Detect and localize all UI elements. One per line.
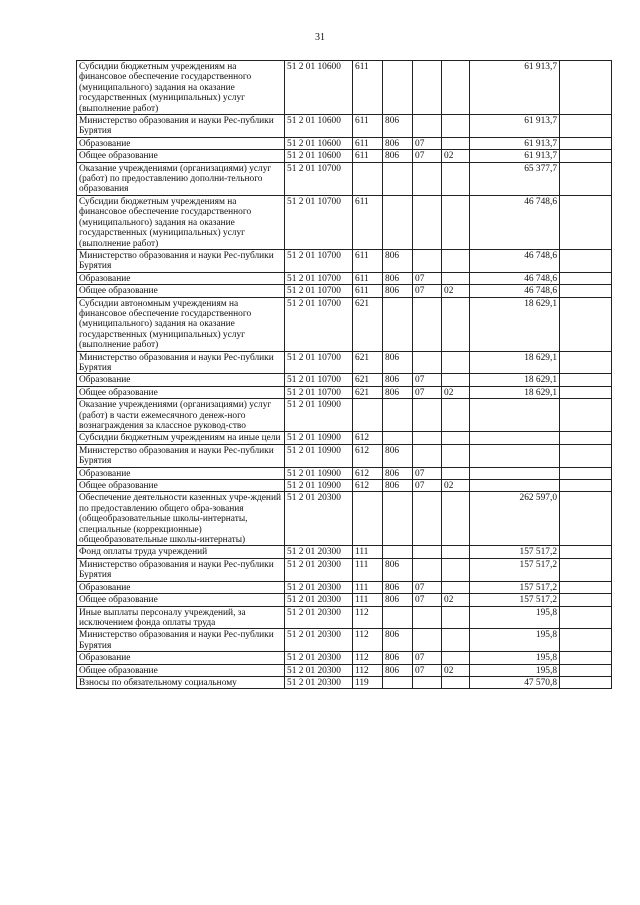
table-row [77,444,612,467]
table-row [77,61,612,115]
item-name-cell: Обеспечение деятельности казенных учре-ждений по предоставлению общего обра-зования (общеобразовательные школы-интернаты, специальные (коррекционные) общеобразовательные школы-интернаты) [77,492,285,546]
subsection-cell [442,444,470,467]
table-row [77,115,612,138]
empty-cell [560,664,612,676]
amount-cell: 46 748,6 [470,195,560,249]
item-name-cell: Иные выплаты персоналу учреждений, за исключением фонда оплаты труда [77,606,285,629]
expense-type-cell: 111 [353,581,383,593]
ministry-code-cell: 806 [383,386,413,398]
empty-cell [560,399,612,432]
target-code-cell: 51 2 01 10700 [285,285,353,297]
amount-cell: 18 629,1 [470,351,560,374]
item-name-cell: Образование [77,581,285,593]
budget-table [76,60,612,689]
expense-type-cell: 111 [353,594,383,606]
subsection-cell [442,652,470,664]
expense-type-cell: 611 [353,272,383,284]
section-cell: 07 [413,652,442,664]
expense-type-cell: 611 [353,115,383,138]
subsection-cell [442,249,470,272]
table-row [77,480,612,492]
item-name-cell: Общее образование [77,480,285,492]
amount-cell: 262 597,0 [470,492,560,546]
table-row [77,195,612,249]
target-code-cell: 51 2 01 20300 [285,664,353,676]
ministry-code-cell [383,399,413,432]
expense-type-cell: 611 [353,285,383,297]
ministry-code-cell: 806 [383,272,413,284]
expense-type-cell: 611 [353,150,383,162]
table-row [77,272,612,284]
section-cell: 07 [413,374,442,386]
ministry-code-cell: 806 [383,629,413,652]
ministry-code-cell: 806 [383,150,413,162]
ministry-code-cell: 806 [383,285,413,297]
item-name-cell: Субсидии бюджетным учреждениям на финансовое обеспечение государственного (муниципального) задания на оказание государственных (муниципальных) услуг (выполнение работ) [77,61,285,115]
ministry-code-cell: 806 [383,594,413,606]
target-code-cell: 51 2 01 20300 [285,581,353,593]
section-cell [413,606,442,629]
subsection-cell: 02 [442,594,470,606]
expense-type-cell: 621 [353,374,383,386]
target-code-cell: 51 2 01 10700 [285,249,353,272]
subsection-cell [442,374,470,386]
table-row [77,297,612,351]
item-name-cell: Министерство образования и науки Рес-публики Бурятия [77,444,285,467]
amount-cell: 47 570,8 [470,676,560,688]
item-name-cell: Оказание учреждениями (организациями) услуг (работ) в части ежемесячного денеж-ного вознаграждения за классное руковод-ство [77,399,285,432]
empty-cell [560,150,612,162]
item-name-cell: Общее образование [77,594,285,606]
expense-type-cell: 611 [353,61,383,115]
empty-cell [560,444,612,467]
expense-type-cell [353,492,383,546]
table-row [77,467,612,479]
empty-cell [560,285,612,297]
ministry-code-cell: 806 [383,652,413,664]
subsection-cell: 02 [442,480,470,492]
empty-cell [560,249,612,272]
ministry-code-cell: 806 [383,467,413,479]
expense-type-cell: 621 [353,297,383,351]
subsection-cell [442,399,470,432]
expense-type-cell [353,399,383,432]
subsection-cell [442,162,470,195]
subsection-cell [442,137,470,149]
empty-cell [560,195,612,249]
item-name-cell: Взносы по обязательному социальному [77,676,285,688]
ministry-code-cell: 806 [383,115,413,138]
item-name-cell: Министерство образования и науки Рес-публики Бурятия [77,249,285,272]
empty-cell [560,480,612,492]
item-name-cell: Общее образование [77,386,285,398]
expense-type-cell: 111 [353,546,383,558]
ministry-code-cell: 806 [383,137,413,149]
target-code-cell: 51 2 01 10700 [285,272,353,284]
amount-cell [470,399,560,432]
item-name-cell: Образование [77,374,285,386]
ministry-code-cell [383,297,413,351]
ministry-code-cell [383,162,413,195]
page-number: 31 [315,32,325,43]
section-cell [413,432,442,444]
amount-cell [470,480,560,492]
empty-cell [560,467,612,479]
expense-type-cell: 112 [353,606,383,629]
empty-cell [560,272,612,284]
table-row [77,137,612,149]
amount-cell: 195,8 [470,652,560,664]
empty-cell [560,162,612,195]
table-row [77,432,612,444]
subsection-cell [442,606,470,629]
target-code-cell: 51 2 01 10900 [285,444,353,467]
subsection-cell [442,61,470,115]
target-code-cell: 51 2 01 20300 [285,676,353,688]
amount-cell: 195,8 [470,606,560,629]
target-code-cell: 51 2 01 10700 [285,374,353,386]
empty-cell [560,351,612,374]
target-code-cell: 51 2 01 20300 [285,492,353,546]
section-cell [413,61,442,115]
subsection-cell [442,272,470,284]
target-code-cell: 51 2 01 10700 [285,195,353,249]
table-row [77,546,612,558]
ministry-code-cell [383,676,413,688]
amount-cell: 61 913,7 [470,61,560,115]
empty-cell [560,374,612,386]
item-name-cell: Министерство образования и науки Рес-публики Бурятия [77,115,285,138]
amount-cell: 18 629,1 [470,374,560,386]
expense-type-cell: 611 [353,195,383,249]
item-name-cell: Субсидии бюджетным учреждениям на иные цели [77,432,285,444]
target-code-cell: 51 2 01 10600 [285,150,353,162]
amount-cell: 61 913,7 [470,150,560,162]
ministry-code-cell [383,195,413,249]
empty-cell [560,558,612,581]
section-cell: 07 [413,480,442,492]
budget-table-body [77,61,612,689]
subsection-cell [442,467,470,479]
section-cell [413,297,442,351]
subsection-cell [442,432,470,444]
amount-cell: 157 517,2 [470,581,560,593]
table-row [77,629,612,652]
section-cell [413,351,442,374]
subsection-cell: 02 [442,285,470,297]
section-cell: 07 [413,581,442,593]
item-name-cell: Министерство образования и науки Рес-публики Бурятия [77,351,285,374]
target-code-cell: 51 2 01 10900 [285,480,353,492]
ministry-code-cell: 806 [383,249,413,272]
subsection-cell [442,115,470,138]
empty-cell [560,676,612,688]
amount-cell: 46 748,6 [470,249,560,272]
empty-cell [560,652,612,664]
target-code-cell: 51 2 01 20300 [285,606,353,629]
table-row [77,374,612,386]
table-row [77,386,612,398]
section-cell [413,444,442,467]
section-cell: 07 [413,664,442,676]
item-name-cell: Образование [77,467,285,479]
item-name-cell: Министерство образования и науки Рес-публики Бурятия [77,629,285,652]
amount-cell: 157 517,2 [470,558,560,581]
target-code-cell: 51 2 01 10700 [285,162,353,195]
ministry-code-cell [383,492,413,546]
section-cell [413,629,442,652]
table-row [77,652,612,664]
target-code-cell: 51 2 01 10900 [285,467,353,479]
target-code-cell: 51 2 01 10600 [285,137,353,149]
subsection-cell [442,558,470,581]
item-name-cell: Образование [77,272,285,284]
section-cell [413,195,442,249]
table-row [77,492,612,546]
expense-type-cell: 112 [353,629,383,652]
ministry-code-cell: 806 [383,664,413,676]
amount-cell: 157 517,2 [470,594,560,606]
target-code-cell: 51 2 01 10600 [285,115,353,138]
amount-cell: 195,8 [470,664,560,676]
expense-type-cell: 612 [353,432,383,444]
section-cell: 07 [413,150,442,162]
subsection-cell [442,629,470,652]
subsection-cell [442,195,470,249]
section-cell [413,676,442,688]
section-cell [413,115,442,138]
item-name-cell: Субсидии бюджетным учреждениям на финансовое обеспечение государственного (муниципального) задания на оказание государственных (муниципальных) услуг (выполнение работ) [77,195,285,249]
amount-cell: 65 377,7 [470,162,560,195]
amount-cell: 195,8 [470,629,560,652]
target-code-cell: 51 2 01 10700 [285,386,353,398]
expense-type-cell: 612 [353,444,383,467]
amount-cell [470,467,560,479]
subsection-cell [442,546,470,558]
expense-type-cell: 621 [353,386,383,398]
ministry-code-cell: 806 [383,480,413,492]
ministry-code-cell: 806 [383,351,413,374]
table-row [77,676,612,688]
item-name-cell: Министерство образования и науки Рес-публики Бурятия [77,558,285,581]
expense-type-cell: 612 [353,480,383,492]
expense-type-cell: 611 [353,137,383,149]
subsection-cell [442,676,470,688]
section-cell: 07 [413,594,442,606]
item-name-cell: Фонд оплаты труда учреждений [77,546,285,558]
amount-cell: 18 629,1 [470,297,560,351]
empty-cell [560,137,612,149]
ministry-code-cell [383,546,413,558]
table-row [77,351,612,374]
empty-cell [560,629,612,652]
table-row [77,249,612,272]
section-cell [413,162,442,195]
expense-type-cell [353,162,383,195]
empty-cell [560,492,612,546]
target-code-cell: 51 2 01 10900 [285,399,353,432]
table-row [77,285,612,297]
item-name-cell: Субсидии автономным учреждениям на финансовое обеспечение государственного (муниципального) задания на оказание государственных (муниципальных) услуг (выполнение работ) [77,297,285,351]
amount-cell [470,432,560,444]
section-cell: 07 [413,137,442,149]
empty-cell [560,581,612,593]
amount-cell: 18 629,1 [470,386,560,398]
section-cell [413,249,442,272]
item-name-cell: Общее образование [77,150,285,162]
amount-cell [470,444,560,467]
expense-type-cell: 612 [353,467,383,479]
table-row [77,162,612,195]
amount-cell: 46 748,6 [470,285,560,297]
subsection-cell [442,351,470,374]
empty-cell [560,386,612,398]
subsection-cell [442,492,470,546]
section-cell [413,558,442,581]
empty-cell [560,432,612,444]
item-name-cell: Образование [77,137,285,149]
empty-cell [560,546,612,558]
amount-cell: 46 748,6 [470,272,560,284]
expense-type-cell: 112 [353,664,383,676]
item-name-cell: Общее образование [77,285,285,297]
section-cell: 07 [413,467,442,479]
section-cell: 07 [413,386,442,398]
target-code-cell: 51 2 01 10700 [285,297,353,351]
expense-type-cell: 621 [353,351,383,374]
ministry-code-cell [383,432,413,444]
empty-cell [560,115,612,138]
expense-type-cell: 611 [353,249,383,272]
ministry-code-cell: 806 [383,581,413,593]
subsection-cell [442,297,470,351]
ministry-code-cell [383,61,413,115]
target-code-cell: 51 2 01 20300 [285,652,353,664]
item-name-cell: Образование [77,652,285,664]
table-row [77,594,612,606]
target-code-cell: 51 2 01 10600 [285,61,353,115]
section-cell [413,546,442,558]
table-row [77,581,612,593]
subsection-cell: 02 [442,664,470,676]
expense-type-cell: 112 [353,652,383,664]
section-cell: 07 [413,285,442,297]
ministry-code-cell: 806 [383,374,413,386]
expense-type-cell: 111 [353,558,383,581]
item-name-cell: Оказание учреждениями (организациями) услуг (работ) по предоставлению дополни-тельного образования [77,162,285,195]
target-code-cell: 51 2 01 10900 [285,432,353,444]
table-row [77,664,612,676]
target-code-cell: 51 2 01 20300 [285,629,353,652]
subsection-cell [442,581,470,593]
empty-cell [560,594,612,606]
section-cell [413,492,442,546]
section-cell: 07 [413,272,442,284]
target-code-cell: 51 2 01 10700 [285,351,353,374]
table-row [77,150,612,162]
item-name-cell: Общее образование [77,664,285,676]
section-cell [413,399,442,432]
empty-cell [560,297,612,351]
ministry-code-cell: 806 [383,558,413,581]
expense-type-cell: 119 [353,676,383,688]
table-row [77,606,612,629]
amount-cell: 61 913,7 [470,137,560,149]
target-code-cell: 51 2 01 20300 [285,594,353,606]
subsection-cell: 02 [442,150,470,162]
ministry-code-cell: 806 [383,444,413,467]
table-row [77,558,612,581]
ministry-code-cell [383,606,413,629]
amount-cell: 61 913,7 [470,115,560,138]
target-code-cell: 51 2 01 20300 [285,558,353,581]
target-code-cell: 51 2 01 20300 [285,546,353,558]
empty-cell [560,606,612,629]
table-row [77,399,612,432]
subsection-cell: 02 [442,386,470,398]
amount-cell: 157 517,2 [470,546,560,558]
empty-cell [560,61,612,115]
